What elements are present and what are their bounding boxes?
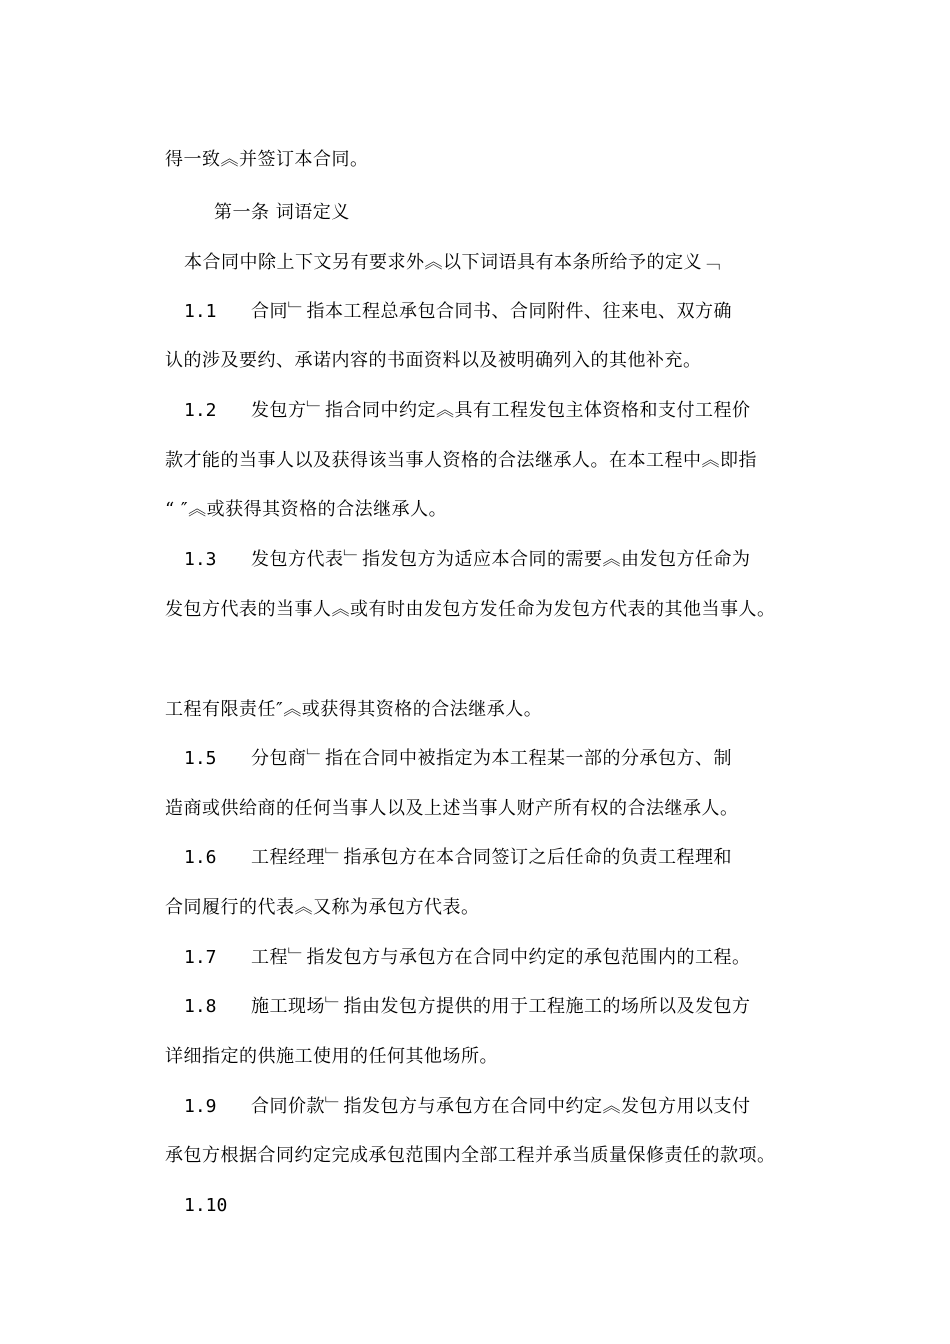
clause-continuation: “ ″︽或获得其资格的合法继承人。: [165, 499, 448, 520]
clause-text: 发包方代表﹂指发包方为适应本合同的需要︽由发包方任命为: [251, 549, 751, 570]
clause-number: 1.10: [184, 1195, 228, 1216]
clause-number: 1.5: [184, 748, 217, 769]
clause-text: 工程经理﹂指承包方在本合同签订之后任命的负责工程理和: [251, 847, 732, 868]
clause-number: 1.3: [184, 549, 217, 570]
clause-continuation: 造商或供给商的任何当事人以及上述当事人财产所有权的合法继承人。: [165, 798, 739, 819]
clause-number: 1.2: [184, 400, 217, 421]
clause-text: 分包商﹂指在合同中被指定为本工程某一部的分承包方、制: [251, 748, 732, 769]
clause-text: 合同﹂指本工程总承包合同书、合同附件、往来电、双方确: [251, 301, 732, 322]
clause-continuation: 款才能的当事人以及获得该当事人资格的合法继承人。在本工程中︽即指: [165, 450, 757, 471]
section-heading: 第一条 词语定义: [214, 202, 350, 223]
clause-continuation: 认的涉及要约、承诺内容的书面资料以及被明确列入的其他补充。: [165, 350, 702, 371]
clause-text: 施工现场﹂指由发包方提供的用于工程施工的场所以及发包方: [251, 996, 751, 1017]
clause-continuation: 发包方代表的当事人︽或有时由发包方发任命为发包方代表的其他当事人。: [165, 599, 776, 620]
clause-number: 1.6: [184, 847, 217, 868]
clause-continuation: 合同履行的代表︽又称为承包方代表。: [165, 897, 480, 918]
clause-number: 1.7: [184, 947, 217, 968]
intro-paragraph: 本合同中除上下文另有要求外︽以下词语具有本条所给予的定义﹁: [184, 252, 721, 273]
clause-number: 1.1: [184, 301, 217, 322]
clause-text: 工程﹂指发包方与承包方在合同中约定的承包范围内的工程。: [251, 947, 751, 968]
clause-number: 1.9: [184, 1096, 217, 1117]
clause-number: 1.8: [184, 996, 217, 1017]
text-line: 工程有限责任″︽或获得其资格的合法继承人。: [165, 699, 543, 720]
text-line: 得一致︽并签订本合同。: [165, 149, 369, 170]
clause-text: 发包方﹂指合同中约定︽具有工程发包主体资格和支付工程价: [251, 400, 751, 421]
clause-continuation: 承包方根据合同约定完成承包范围内全部工程并承当质量保修责任的款项。: [165, 1145, 776, 1166]
clause-continuation: 详细指定的供施工使用的任何其他场所。: [165, 1046, 498, 1067]
clause-text: 合同价款﹂指发包方与承包方在合同中约定︽发包方用以支付: [251, 1096, 751, 1117]
